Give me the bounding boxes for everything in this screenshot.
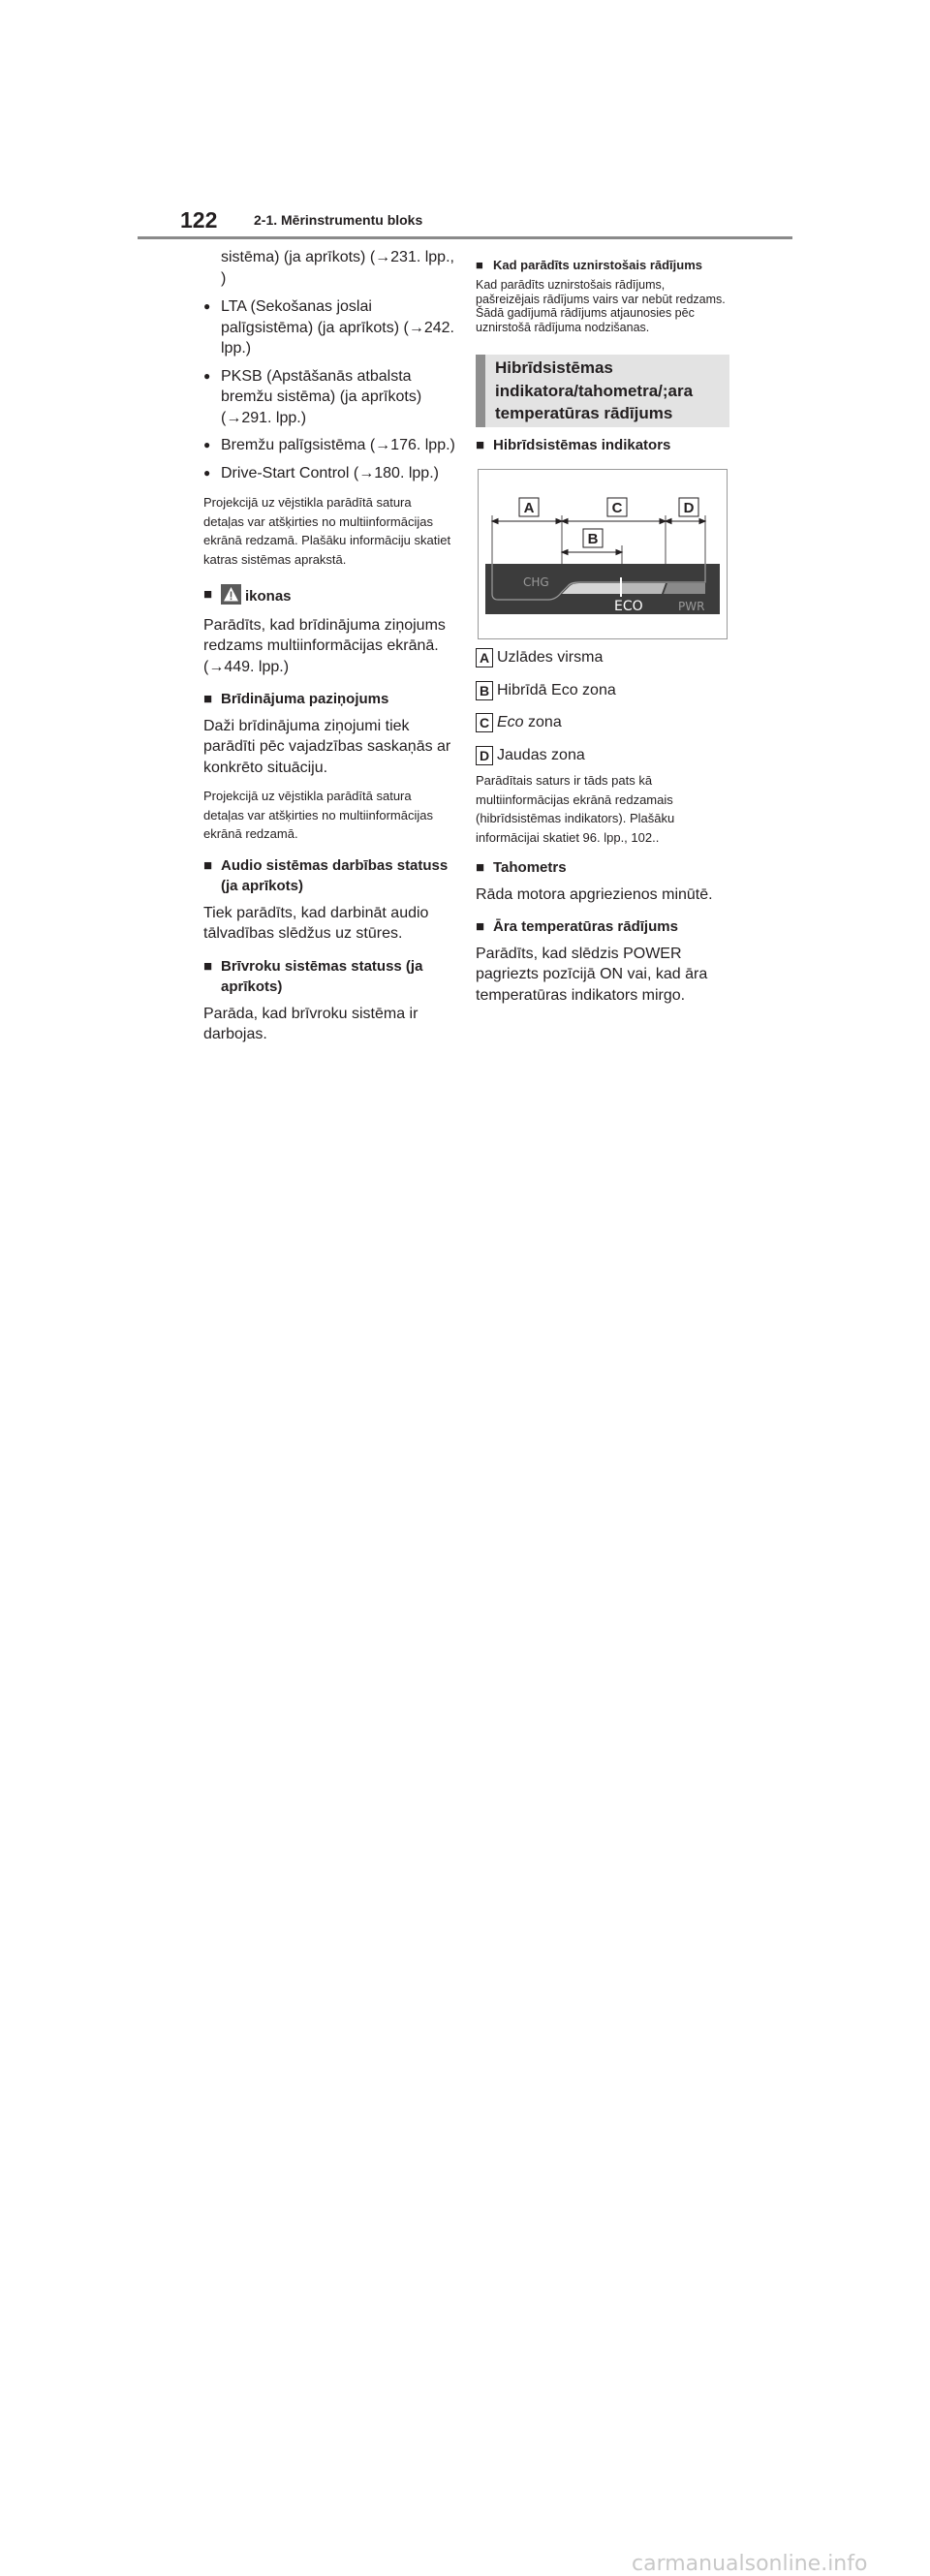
warning-heading bbox=[203, 689, 455, 710]
interrupt-heading-label: Kad parādīts uznirstošais rādījums bbox=[493, 258, 703, 272]
legend-key-c: C bbox=[476, 713, 493, 732]
handsfree-text: Parāda, kad brīvroku sistēma ir darbojas. bbox=[203, 1005, 418, 1042]
section-title: 2-1. Mērinstrumentu bloks bbox=[254, 212, 423, 228]
page-footer bbox=[0, 1259, 930, 2576]
legend-item-a bbox=[476, 647, 729, 668]
square-bullet-icon: ■ bbox=[476, 436, 485, 453]
warning-triangle-icon bbox=[221, 584, 241, 605]
square-bullet-icon: ■ bbox=[476, 258, 483, 272]
legend-text-a: Uzlādes virsma bbox=[497, 649, 604, 666]
square-bullet-icon: ■ bbox=[476, 918, 485, 935]
right-column bbox=[476, 242, 729, 1006]
tacho-heading bbox=[476, 857, 729, 879]
audio-heading-label: Audio sistēmas darbības statuss (ja aprīkots) bbox=[221, 856, 449, 894]
gauge-eco-label: ECO bbox=[614, 599, 643, 614]
callout-c-label: C bbox=[611, 500, 623, 516]
icons-heading bbox=[203, 584, 455, 607]
audio-heading bbox=[203, 855, 455, 897]
bullet-pksb: ● PKSB (Apstāšanās atbalsta bremžu sistēma) (ja aprīkots) (→291. lpp.) bbox=[203, 366, 455, 429]
note-projection-1: Projekcijā uz vējstikla parādītā satura detaļas var atšķirties no multiinformācijas ekrānā redzamā. Plašāku informāciju skatiet katras sistēmas aprakstā. bbox=[203, 495, 451, 567]
hybrid-indicator-heading-label: Hibrīdsistēmas indikators bbox=[493, 436, 671, 453]
callout-a-label: A bbox=[523, 500, 535, 516]
callout-d bbox=[679, 498, 698, 516]
legend-item-c bbox=[476, 712, 729, 733]
legend-key-b: B bbox=[476, 681, 493, 700]
page-number: 122 bbox=[180, 207, 218, 233]
section-box bbox=[476, 355, 729, 427]
legend-key-d: D bbox=[476, 746, 493, 765]
tacho-text: Rāda motora apgriezienos minūtē. bbox=[476, 885, 713, 903]
gauge-eco-fill-2 bbox=[622, 583, 666, 594]
outside-temp-heading bbox=[476, 916, 729, 938]
bullet-drive-start: ● Drive-Start Control (→180. lpp.) bbox=[203, 463, 455, 484]
warning-heading-label: Brīdinājuma paziņojums bbox=[221, 691, 389, 707]
square-bullet-icon: ■ bbox=[476, 859, 485, 876]
square-bullet-icon: ■ bbox=[203, 957, 213, 975]
legend-item-d bbox=[476, 745, 729, 766]
legend-item-b bbox=[476, 680, 729, 701]
hybrid-indicator-heading bbox=[476, 435, 729, 456]
legend-text-d: Jaudas zona bbox=[497, 746, 585, 763]
interrupt-heading bbox=[476, 257, 729, 274]
handsfree-heading bbox=[203, 956, 455, 998]
left-column bbox=[203, 242, 455, 1045]
interrupt-text: Kad parādīts uznirstošais rādījums, pašreizējais rādījums vairs var nebūt redzams. Šādā gadījumā rādījums atjaunosies pēc uznirstošā rādījuma nodzišanas. bbox=[476, 278, 726, 334]
bullet-lta: ● LTA (Sekošanas joslai palīgsistēma) (ja aprīkots) (→242. lpp.) bbox=[203, 296, 455, 359]
hybrid-indicator-diagram bbox=[479, 470, 727, 638]
section-box-title: Hibrīdsistēmas indikatora/tahometra/;ara temperatūras rādījums bbox=[495, 358, 694, 422]
callout-d-label: D bbox=[683, 500, 695, 516]
callout-b-label: B bbox=[587, 531, 599, 547]
square-bullet-icon: ■ bbox=[203, 586, 213, 603]
callout-b bbox=[583, 529, 603, 547]
note-hybrid: Parādītais saturs ir tāds pats kā multiinformācijas ekrānā redzamais (hibrīdsistēmas indikators). Plašāku informācijai skatiet 96. lpp., 102.. bbox=[476, 773, 675, 845]
callout-c bbox=[607, 498, 627, 516]
handsfree-heading-label: Brīvroku sistēmas statuss (ja aprīkots) bbox=[221, 957, 423, 995]
legend-key-a: A bbox=[476, 648, 493, 667]
gauge-chg-label: CHG bbox=[523, 575, 549, 589]
header-divider bbox=[138, 236, 792, 239]
legend-text-c: zona bbox=[523, 714, 562, 730]
gauge-power-fill bbox=[664, 583, 705, 594]
legend-text-b: Hibrīdā Eco zona bbox=[497, 681, 616, 698]
square-bullet-icon: ■ bbox=[203, 691, 213, 707]
gauge-pwr-label: PWR bbox=[678, 600, 705, 613]
square-bullet-icon: ■ bbox=[203, 856, 213, 874]
page-header bbox=[0, 0, 930, 242]
callout-a bbox=[519, 498, 539, 516]
audio-text: Tiek parādīts, kad darbināt audio tālvadības slēdžus uz stūres. bbox=[203, 904, 429, 942]
note-projection-2: Projekcijā uz vējstikla parādītā satura detaļas var atšķirties no multiinformācijas ekrānā redzamā. bbox=[203, 789, 433, 841]
legend-text-c-italic: Eco bbox=[497, 714, 524, 730]
outside-temp-heading-label: Āra temperatūras rādījums bbox=[493, 918, 678, 935]
continued-line: sistēma) (ja aprīkots) (→231. lpp., ) bbox=[221, 249, 454, 287]
icons-heading-label: ikonas bbox=[245, 588, 292, 605]
icons-text: Parādīts, kad brīdinājuma ziņojums redzams multiinformācijas ekrānā. (→449. lpp.) bbox=[203, 616, 446, 675]
figure-legend bbox=[476, 647, 729, 765]
warning-text: Daži brīdinājuma ziņojumi tiek parādīti pēc vajadzības saskaņās ar konkrēto situāciju. bbox=[203, 717, 451, 776]
outside-temp-text: Parādīts, kad slēdzis POWER pagriezts pozīcijā ON vai, kad āra temperatūras indikators mirgo. bbox=[476, 945, 708, 1004]
hybrid-indicator-figure bbox=[478, 469, 728, 639]
tacho-heading-label: Tahometrs bbox=[493, 859, 567, 876]
bullet-brake-assist: ● Bremžu palīgsistēma (→176. lpp.) bbox=[203, 435, 455, 456]
watermark-logo: carmanualsonline.info bbox=[632, 2552, 868, 2576]
